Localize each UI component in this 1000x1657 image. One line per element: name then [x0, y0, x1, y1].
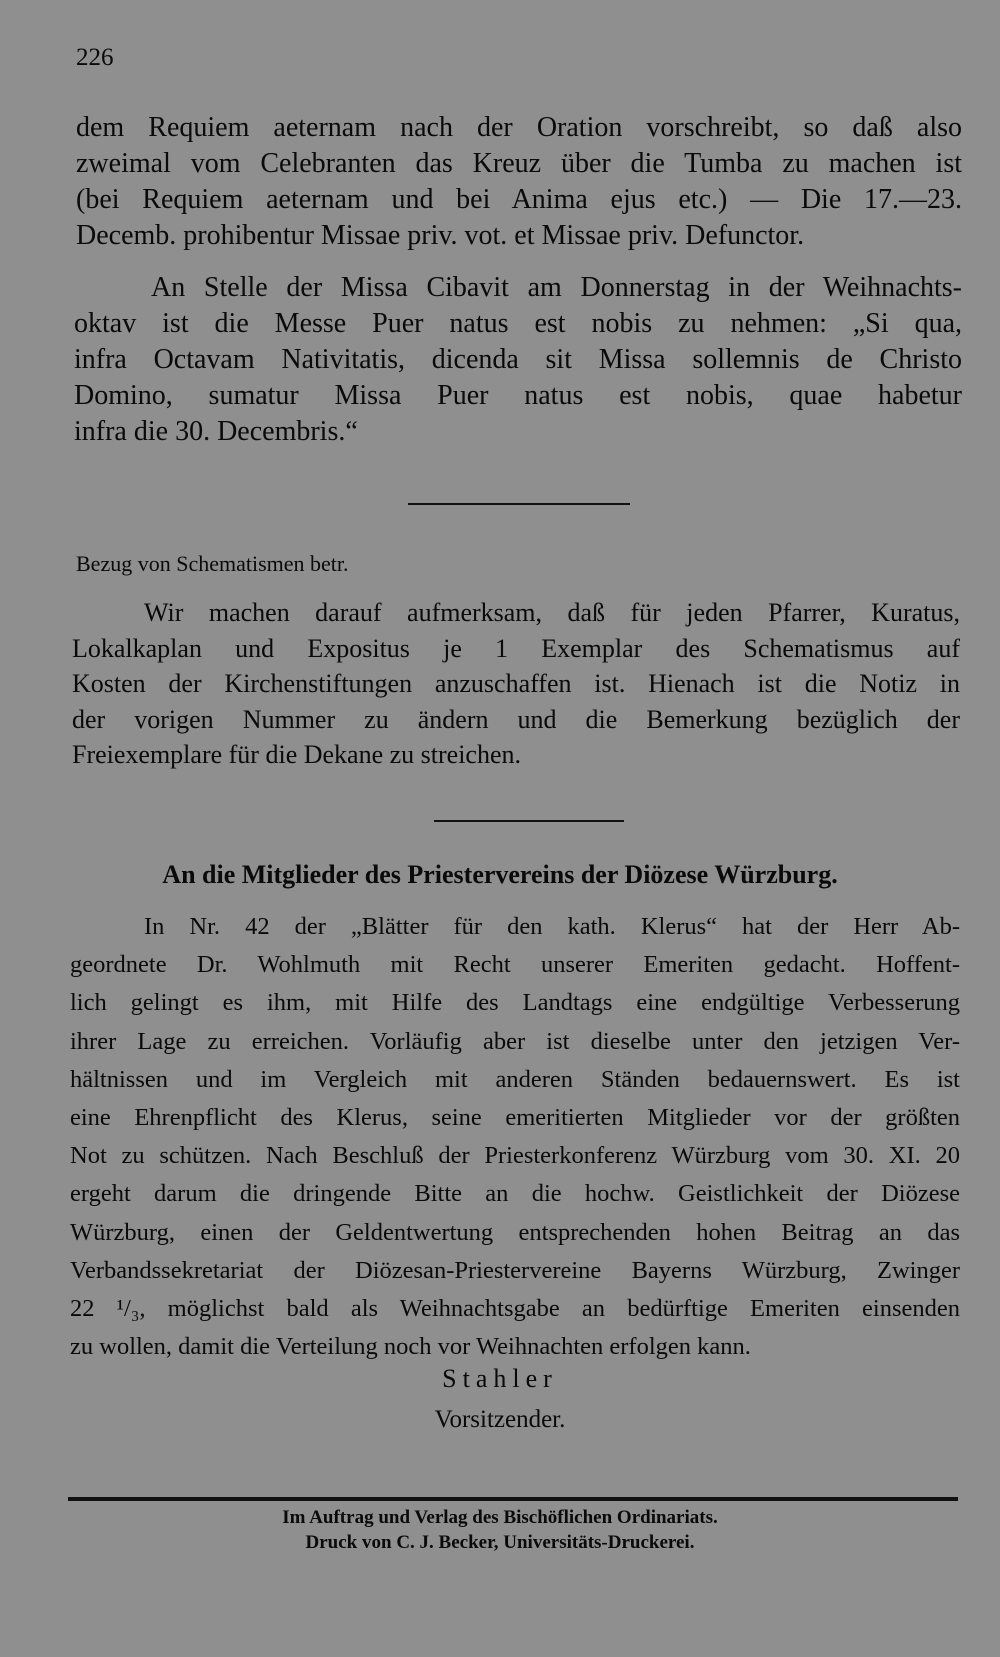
text-line: Not zu schützen. Nach Beschluß der Priesterkonferenz Würzburg vom 30. XI. 20 — [70, 1142, 960, 1170]
section-divider — [434, 820, 624, 822]
text-line: dem Requiem aeternam nach der Oration vorschreibt, so daß also — [76, 112, 962, 143]
text-line: lich gelingt es ihm, mit Hilfe des Landtags eine endgültige Verbesserung — [70, 989, 960, 1017]
text-line: zu wollen, damit die Verteilung noch vor Weihnachten erfolgen kann. — [70, 1333, 751, 1361]
signature-name: Stahler — [442, 1364, 558, 1393]
footer-divider — [68, 1497, 958, 1501]
text-line: Würzburg, einen der Geldentwertung entsprechenden hohen Beitrag an das — [70, 1218, 960, 1246]
page-number: 226 — [76, 44, 114, 71]
text-line: Decemb. prohibentur Missae priv. vot. et Missae priv. Defunctor. — [76, 220, 805, 251]
text-line: Lokalkaplan und Expositus je 1 Exemplar des Schematismus auf — [72, 633, 960, 663]
paragraph-requiem — [76, 110, 962, 254]
text-line: geordnete Dr. Wohlmuth mit Recht unserer Emeriten gedacht. Hoffent- — [70, 951, 960, 979]
section-heading-priesterverein: An die Mitglieder des Priestervereins der Diözese Würzburg. — [162, 860, 838, 889]
text-line: hältnissen und im Vergleich mit anderen Ständen bedauernswert. Es ist — [70, 1065, 960, 1093]
text-line: 22 ¹/₃, möglichst bald als Weihnachtsgabe an bedürftige Emeriten einsenden — [70, 1295, 960, 1323]
paragraph-missa-cibavit — [74, 270, 962, 450]
text-line: infra Octavam Nativitatis, dicenda sit Missa sollemnis de Christo — [74, 344, 962, 375]
text-line: ergeht darum die dringende Bitte an die hochw. Geistlichkeit der Diözese — [70, 1180, 960, 1208]
footer-publisher: Im Auftrag und Verlag des Bischöflichen Ordinariats. — [282, 1507, 718, 1528]
text-line: Verbandssekretariat der Diözesan-Priestervereine Bayerns Würzburg, Zwinger — [70, 1256, 960, 1284]
signature-title: Vorsitzender. — [434, 1406, 566, 1433]
text-line: oktav ist die Messe Puer natus est nobis zu nehmen: „Si qua, — [74, 308, 962, 339]
text-line: Domino, sumatur Missa Puer natus est nobis, quae habetur — [74, 380, 962, 411]
text-line: Kosten der Kirchenstiftungen anzuschaffen ist. Hienach ist die Notiz in — [72, 669, 960, 698]
text-line: zweimal vom Celebranten das Kreuz über die Tumba zu machen ist — [76, 148, 962, 179]
text-line: In Nr. 42 der „Blätter für den kath. Klerus“ hat der Herr Ab- — [144, 913, 960, 940]
text-line: An Stelle der Missa Cibavit am Donnerstag in der Weihnachts- — [151, 272, 962, 303]
text-line: (bei Requiem aeternam und bei Anima ejus etc.) — Die 17.—23. — [76, 184, 962, 215]
paragraph-schematismen — [72, 595, 960, 773]
footer-printer: Druck von C. J. Becker, Universitäts-Druckerei. — [305, 1532, 695, 1553]
text-line: ihrer Lage zu erreichen. Vorläufig aber ist dieselbe unter den jetzigen Ver- — [70, 1027, 960, 1055]
section-divider — [408, 503, 630, 505]
text-line: der vorigen Nummer zu ändern und die Bemerkung bezüglich der — [72, 704, 960, 734]
paragraph-priesterverein — [70, 908, 960, 1366]
text-line: infra die 30. Decembris.“ — [74, 416, 358, 447]
text-line: eine Ehrenpflicht des Klerus, seine emeritierten Mitglieder vor der größten — [70, 1104, 960, 1132]
section-heading-schematismen: Bezug von Schematismen betr. — [76, 551, 349, 576]
text-line: Freiexemplare für die Dekane zu streichen. — [72, 740, 522, 769]
text-line: Wir machen darauf aufmerksam, daß für jeden Pfarrer, Kuratus, — [144, 598, 960, 627]
